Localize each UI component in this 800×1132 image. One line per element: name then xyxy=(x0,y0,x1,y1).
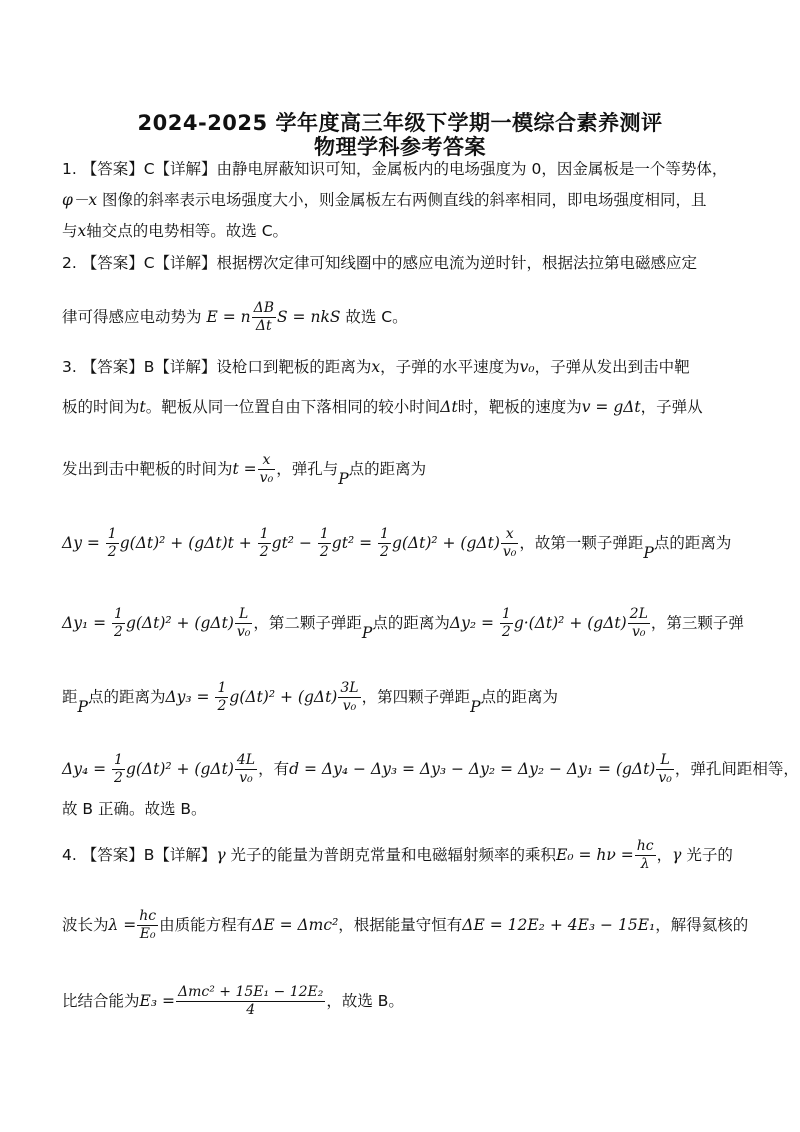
answer-3-line-7: Δy₄ = $\frac{1}{2}$ g(Δt)² + (gΔt) $\frac{4L}{\text{v₀}}$ ，有d = Δy₄ − Δy₃ = Δy₃ − Δy₂ = Δy₂ − Δy₁ = (gΔt) $\frac{L}{\text{v₀}}$ ，弹孔间距相等， xyxy=(62,752,799,786)
answer-4-line-2: 波长为λ = $\frac{hc}{\text{E₀}}$ 由质能方程有ΔE = Δmc²，根据能量守恒有ΔE = 12E₂ + 4E₃ − 15E₁，解得氦核的 xyxy=(62,908,749,942)
answer-3-line-2: 板的时间为t。靶板从同一位置自由下落相同的较小时间Δt时，靶板的速度为v = gΔt，子弹从 xyxy=(62,398,703,416)
answer-4-line-1: 4. 【答案】B【详解】γ 光子的能量为普朗克常量和电磁辐射频率的乘积E₀ = hν = $\frac{hc}{\lambda}$ ，γ 光子的 xyxy=(62,838,733,872)
answer-3-line-8: 故 B 正确。故选 B。 xyxy=(62,800,207,818)
answer-1-line-3: 与x轴交点的电势相等。故选 C。 xyxy=(62,222,289,240)
page-subtitle: 物理学科参考答案 xyxy=(314,135,486,159)
fraction-dB-dt: $\frac{\Delta B}{\Delta t}$ xyxy=(253,300,274,334)
answer-3-line-3: 发出到击中靶板的时间为t = $\frac{x}{\text{v₀}}$ ，弹孔与P点的距离为 xyxy=(62,452,427,488)
answer-2-line-1: 2. 【答案】C【详解】根据楞次定律可知线圈中的感应电流为逆时针，根据法拉第电磁感应定 xyxy=(62,254,698,272)
answer-1-line-2: φ－x 图像的斜率表示电场强度大小，则金属板左右两侧直线的斜率相同，即电场强度相同，且 xyxy=(62,191,707,209)
answer-3-line-1: 3. 【答案】B【详解】设枪口到靶板的距离为x，子弹的水平速度为v₀，子弹从发出到击中靶 xyxy=(62,358,690,376)
answer-1-line-1: 1. 【答案】C【详解】由静电屏蔽知识可知，金属板内的电场强度为 0，因金属板是一个等势体， xyxy=(62,160,728,178)
answer-2-line-2: 律可得感应电动势为 E = n $\frac{\Delta B}{\Delta t}$ S = nkS 故选 C。 xyxy=(62,300,408,334)
page-title: 2024-2025 学年度高三年级下学期一模综合素养测评 xyxy=(137,111,663,135)
phi-x-symbol: φ－x xyxy=(62,191,98,209)
answer-4-line-3: 比结合能为E₃ = Δmc² + 15E₁ − 12E₂ 4 ，故选 B。 xyxy=(62,984,404,1018)
answer-3-line-4: Δy = $\frac{1}{2}$ g(Δt)² + (gΔt)t + $\frac{1}{2}$ gt² − $\frac{1}{2}$ gt² = $\frac{1}{2}$ g(Δt)² + (gΔt) $\frac{x}{\text{v₀}}$ ，故第一颗子弹距P点的距离为 xyxy=(62,526,732,562)
answer-3-line-6: 距P点的距离为Δy₃ = $\frac{1}{2}$ g(Δt)² + (gΔt) $\frac{3L}{\text{v₀}}$ ，第四颗子弹距P点的距离为 xyxy=(62,680,559,716)
answer-3-line-5: Δy₁ = $\frac{1}{2}$ g(Δt)² + (gΔt) $\frac{L}{\text{v₀}}$ ，第二颗子弹距P点的距离为Δy₂ = $\frac{1}{2}$ g·(Δt)² + (gΔt) $\frac{2L}{\text{v₀}}$ ，第三颗子弹 xyxy=(62,606,744,642)
